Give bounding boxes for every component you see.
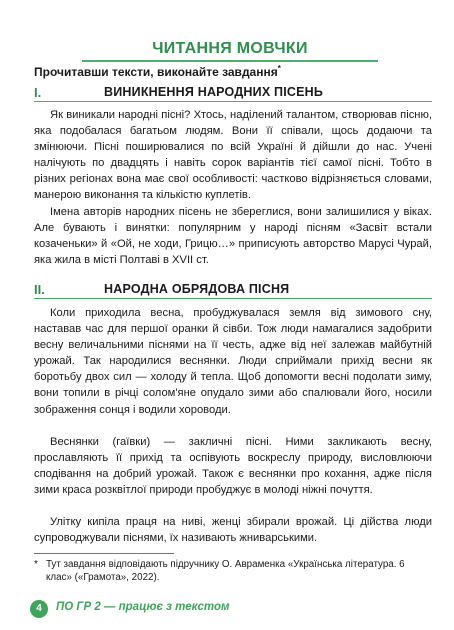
title-block	[30, 40, 430, 62]
instruction-text: Прочитавши тексти, виконайте завдання	[34, 65, 278, 79]
section-2-title: НАРОДНА ОБРЯДОВА ПІСНЯ	[104, 282, 290, 296]
section-2-paragraph-3: Улітку кипіла праця на ниві, женці збирали врожай. Ці дійства люди супроводжували піснями, їх називають жниварськими.	[34, 516, 432, 545]
section-1-number: I.	[34, 85, 42, 100]
section-2-paragraph-1: Коли приходила весна, пробуджувалася земля від зимового сну, наставав час для першої оранки й сівби. Тож люди намагалися задобрити весну величальними піснями на її честь, адже від неї залежав майбутній урожай. Так народилися веснянки. Люди сприймали прихід весни як боротьбу двох сил — холоду й тепла. Щоб допомогти весні подолати зиму, вони топили в річці солом'яне опудало зими або спалювали його, носили зображення сонця і водили хороводи.	[34, 307, 432, 416]
footnote-text: Тут завдання відповідають підручнику О. Авраменка «Українська література. 6 клас» («Грамота», 2022).	[46, 559, 405, 583]
section-1-title: ВИНИКНЕННЯ НАРОДНИХ ПІСЕНЬ	[104, 85, 324, 99]
instruction-footnote-mark: *	[277, 64, 281, 73]
footnote	[34, 558, 432, 584]
section-2-heading	[34, 282, 432, 299]
section-1-paragraph-2: Імена авторів народних пісень не збереглися, вони залишилися у віках. Але бувають і винятки: популярним у народі пісням «Засвіт встали козаченьки» й «Ой, не ходи, Грицю…» приписують авторство Марусі Чурай, яка жила в місті Полтаві в XVII ст.	[34, 206, 432, 267]
section-2-number: II.	[34, 282, 45, 297]
section-1-heading	[34, 85, 432, 102]
running-head: ПО ГР 2 — працює з текстом	[56, 601, 230, 613]
section-2-paragraph-2: Веснянки (гаївки) — закличні пісні. Ними закликають весну, прославляють її прихід та оспівують воскреслу природу, висловлюючи сподівання на добрий урожай. Також є веснянки про кохання, адже після зими краса розквітлої природи пробуджує в молоді ніжні почуття.	[34, 436, 432, 497]
instruction	[34, 64, 281, 79]
page-title: ЧИТАННЯ МОВЧКИ	[82, 40, 378, 62]
footnote-mark: *	[34, 559, 38, 570]
page-number: 4	[30, 600, 48, 618]
section-1-paragraph-1: Як виникали народні пісні? Хтось, наділений талантом, створював пісню, яка подобалася багатьом людям. Вони її співали, щось додаючи та змінюючи. Пісні поширювалися по всій Україні й дійшли до нас. Учені налічують по двадцять і навіть сорок варіантів тієї самої пісні. Тобто в різних регіонах вона має свої особливості: частково відрізняється словами, манерою виконання та кількістю куплетів.	[34, 109, 432, 202]
footnote-divider	[34, 553, 174, 554]
